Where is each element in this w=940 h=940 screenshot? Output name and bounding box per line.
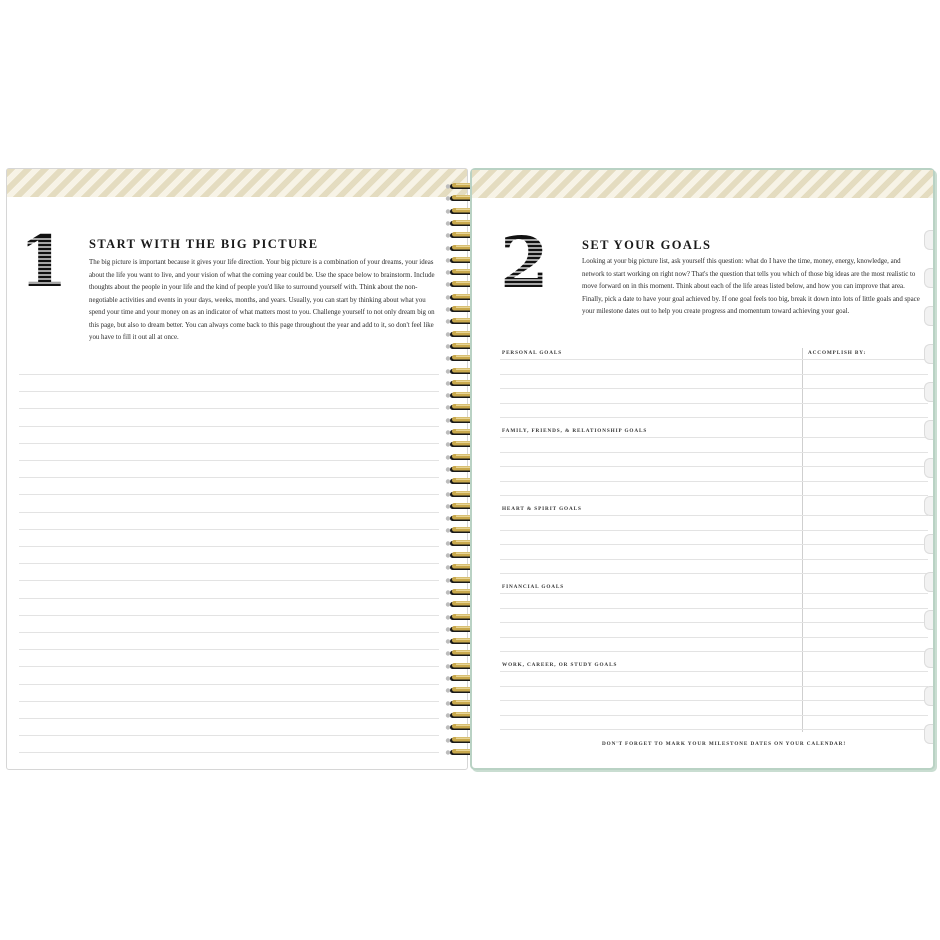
milestone-reminder-footer: DON'T FORGET TO MARK YOUR MILESTONE DATES ON YOUR CALENDAR! — [602, 741, 846, 747]
goal-writing-line[interactable] — [500, 651, 928, 652]
goal-writing-line[interactable] — [500, 359, 928, 360]
right-page-body-text: Looking at your big picture list, ask yourself this question: what do I have the time, money, energy, knowledge, and network to start working on right now? That's the question that tells you which of those big ideas are the most realistic to move forward on in this moment. Think about each of the life areas listed below, and how you can improve that area. Finally, pick a date to have your goal achieved by. If one goal feels too big, break it down into lots of little goals and space your milestone dates out to help you create progress and momentum toward achieving your goal. — [582, 258, 920, 315]
index-tab[interactable] — [924, 458, 933, 478]
writing-line — [19, 735, 439, 736]
writing-line — [19, 632, 439, 633]
goal-writing-line[interactable] — [500, 559, 928, 560]
index-tab[interactable] — [924, 344, 933, 364]
writing-line — [19, 701, 439, 702]
goal-writing-line[interactable] — [500, 515, 928, 516]
index-tab[interactable] — [924, 572, 933, 592]
writing-line — [19, 529, 439, 530]
index-tab[interactable] — [924, 382, 933, 402]
writing-line — [19, 494, 439, 495]
goal-writing-line[interactable] — [500, 637, 928, 638]
index-tab[interactable] — [924, 496, 933, 516]
step-number-2: 2 — [500, 221, 549, 304]
writing-line — [19, 649, 439, 650]
left-planner-page — [6, 168, 468, 770]
writing-line — [19, 460, 439, 461]
writing-line — [19, 752, 439, 753]
writing-line — [19, 477, 439, 478]
right-planner-page — [470, 168, 935, 770]
goal-writing-line[interactable] — [500, 593, 928, 594]
goal-writing-line[interactable] — [500, 671, 928, 672]
goal-writing-line[interactable] — [500, 403, 928, 404]
right-page-heading: SET YOUR GOALS — [582, 238, 712, 252]
accomplish-divider — [802, 348, 803, 732]
goal-section-label: HEART & SPIRIT GOALS — [502, 506, 582, 512]
writing-line — [19, 615, 439, 616]
writing-line — [19, 598, 439, 599]
index-tab[interactable] — [924, 724, 933, 744]
writing-line — [19, 443, 439, 444]
writing-line — [19, 391, 439, 392]
index-tab[interactable] — [924, 230, 933, 250]
goal-writing-line[interactable] — [500, 437, 928, 438]
goal-writing-line[interactable] — [500, 452, 928, 453]
index-tab[interactable] — [924, 610, 933, 630]
writing-line — [19, 408, 439, 409]
goal-writing-line[interactable] — [500, 481, 928, 482]
index-tab[interactable] — [924, 306, 933, 326]
writing-line — [19, 546, 439, 547]
goal-writing-line[interactable] — [500, 729, 928, 730]
index-tab[interactable] — [924, 420, 933, 440]
index-tab[interactable] — [924, 534, 933, 554]
writing-line — [19, 684, 439, 685]
goal-writing-line[interactable] — [500, 530, 928, 531]
goal-writing-line[interactable] — [500, 417, 928, 418]
goal-section-label: WORK, CAREER, OR STUDY GOALS — [502, 662, 618, 668]
goal-writing-line[interactable] — [500, 374, 928, 375]
goal-writing-line[interactable] — [500, 700, 928, 701]
writing-line — [19, 426, 439, 427]
left-page-stripe-band — [7, 169, 467, 197]
goal-writing-line[interactable] — [500, 715, 928, 716]
goal-writing-line[interactable] — [500, 388, 928, 389]
writing-line — [19, 563, 439, 564]
writing-line — [19, 718, 439, 719]
goal-writing-line[interactable] — [500, 466, 928, 467]
left-page-body-text: The big picture is important because it gives your life direction. Your big picture is a combination of your dreams, your ideas about the life you want to live, and your vision of what the coming year could be. Use the space below to brainstorm. Include thoughts about the people in your life and the kind of people you'd like to surround yourself with. Think about the non-negotiable activities and events in your days, weeks, months, and years. Usually, you can start by thinking about what you spend your time and your money on as an indicator of what matters most to you. Challenge yourself to not only dream big on this page, but also to dream better. You can always come back to this page throughout the year and add to it, so don't feel like you have to fill it out all at once. — [89, 259, 435, 341]
goal-writing-line[interactable] — [500, 544, 928, 545]
goal-writing-line[interactable] — [500, 608, 928, 609]
number-1-engraving-lines — [23, 237, 67, 289]
goal-writing-line[interactable] — [500, 573, 928, 574]
goal-writing-line[interactable] — [500, 622, 928, 623]
index-tab[interactable] — [924, 268, 933, 288]
index-tab[interactable] — [924, 686, 933, 706]
writing-line — [19, 666, 439, 667]
writing-line — [19, 374, 439, 375]
right-page-stripe-band — [472, 170, 933, 198]
goal-section-label: FAMILY, FRIENDS, & RELATIONSHIP GOALS — [502, 428, 648, 434]
goal-section-label: PERSONAL GOALS — [502, 350, 563, 356]
writing-line — [19, 512, 439, 513]
step-number-1: 1 — [19, 220, 68, 303]
goal-section-label: FINANCIAL GOALS — [502, 584, 565, 590]
goal-writing-line[interactable] — [500, 495, 928, 496]
writing-line — [19, 580, 439, 581]
goal-writing-line[interactable] — [500, 686, 928, 687]
accomplish-by-label: ACCOMPLISH BY: — [808, 350, 867, 356]
number-2-engraving-lines — [502, 238, 552, 290]
index-tab[interactable] — [924, 648, 933, 668]
left-page-heading: START WITH THE BIG PICTURE — [89, 237, 319, 251]
